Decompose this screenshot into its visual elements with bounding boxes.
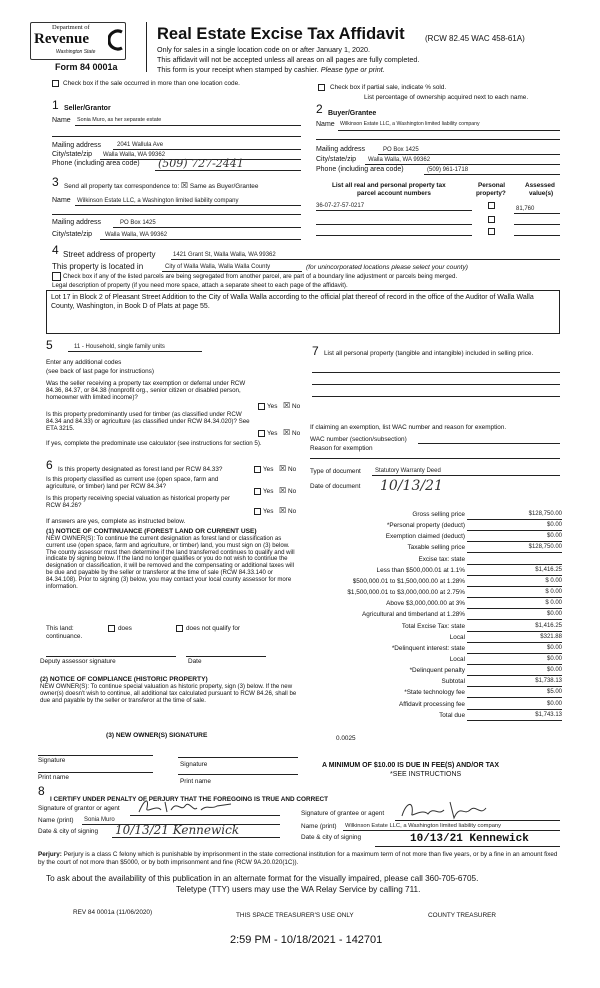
tax-row-value: $ 0.00 — [545, 600, 562, 607]
tax-row-value: $1,738.13 — [535, 678, 562, 685]
tax-row-value: $1,743.13 — [535, 711, 562, 718]
tax-row-label: $1,500,000.01 to $3,000,000.00 at 2.75% — [347, 589, 465, 597]
personal-property-checkbox-2[interactable] — [488, 216, 495, 223]
segregated-label: Check box if any of the listed parcels are being segregated from another parcel, are part of a boundary line adjustment or parcels being merged. — [63, 273, 458, 280]
document-type-label: Type of document — [310, 468, 361, 475]
tax-row-label: *State technology fee — [404, 689, 465, 697]
parcel-heading-2: parcel account numbers — [357, 190, 431, 197]
seller-city-label: City/state/zip — [52, 151, 93, 158]
tax-row-underline — [467, 530, 562, 531]
grantee-signature — [398, 796, 518, 822]
s6-question-1: Is this property designated as forest land per RCW 84.33? — [58, 466, 223, 473]
same-as-buyer-checkbox[interactable]: ☒ — [180, 181, 189, 190]
reason-exemption-label: Reason for exemption — [310, 445, 373, 452]
s5-q2-yes-label: Yes — [267, 430, 278, 437]
personal-property-checkbox-3[interactable] — [488, 228, 495, 235]
located-in-label: This property is located in — [52, 262, 144, 271]
buyer-city-value: Walla Walla, WA 99362 — [368, 157, 431, 163]
document-date-handwritten: 10/13/21 — [380, 478, 443, 494]
new-owner-signature-label-1: Signature — [38, 757, 66, 764]
section-5-number: 5 — [46, 338, 53, 352]
tax-row-underline — [467, 709, 562, 710]
tax-row-value: $0.00 — [546, 655, 562, 662]
correspondence-label — [64, 181, 258, 190]
alt-format-line-2: Teletype (TTY) users may use the WA Relay Service by calling 711. — [176, 885, 421, 894]
tax-row-underline — [467, 631, 562, 632]
land-use-code-value: 11 - Household, single family units — [74, 344, 165, 350]
local-rate: 0.0025 — [336, 735, 356, 742]
tax-row-label: Excise tax: state — [418, 555, 465, 563]
corr-city-label: City/state/zip — [52, 231, 93, 238]
personal-property-checkbox-1[interactable] — [488, 202, 495, 209]
tax-row-label: Subtotal — [441, 678, 465, 686]
s6-question-2: Is this property classified as current use (open space, farm and agriculture, or timber) land per RCW 84.34? — [46, 476, 219, 491]
grantor-name-print-value: Sonia Muro — [84, 817, 115, 823]
perjury-label: Perjury: — [38, 851, 62, 858]
legal-description-box — [46, 290, 560, 334]
tax-row-label: Local — [449, 633, 465, 641]
s6-q2-yes-checkbox[interactable] — [254, 488, 261, 495]
legal-description-value: Lot 17 in Block 2 of Pleasant Street Addition to the City of Walla Walla according to the official plat thereof of record in the office of the Auditor of Walla Walla County, Washington, in Book D of Plats at page 55. — [51, 294, 534, 311]
seller-name-value: Sonia Muro, as her separate estate — [77, 117, 162, 123]
tax-row-value: $1,416.25 — [535, 622, 562, 629]
corr-mailing-label: Mailing address — [52, 219, 102, 226]
tax-row-label: Affidavit processing fee — [399, 700, 465, 708]
personal-heading-2: property? — [476, 190, 506, 197]
corr-city-value: Walla Walla, WA 99362 — [105, 232, 168, 238]
grantor-date-city-label: Date & city of signing — [38, 828, 99, 835]
tax-row-underline — [467, 564, 562, 565]
section-7-number: 7 — [312, 344, 319, 358]
land-does-not-label: does not qualify for — [186, 625, 240, 632]
seller-heading: Seller/Grantor — [64, 105, 111, 112]
s6-q1-yes-checkbox[interactable] — [254, 466, 261, 473]
tax-row-value: $0.00 — [546, 700, 562, 707]
new-owner-signature-label-2: Signature — [180, 761, 208, 768]
tax-row-label: Total due — [439, 711, 465, 719]
tax-row-value: $ 0.00 — [545, 589, 562, 596]
alt-format-line-1: To ask about the availability of this publication in an alternate format for the visually impaired, please call 360-705-6705. — [46, 874, 479, 883]
header-note-1: Only for sales in a single location code on or after January 1, 2020. — [157, 45, 370, 54]
segregated-checkbox[interactable] — [52, 272, 61, 281]
tax-row-label: Above $3,000,000.00 at 3% — [386, 600, 465, 608]
tax-row-underline — [467, 586, 562, 587]
tax-row-underline — [467, 575, 562, 576]
s5-q2-no-label: No — [292, 430, 301, 437]
street-address-label: Street address of property — [63, 250, 156, 259]
header-note-3-italic: Please type or print. — [320, 65, 385, 74]
tax-row-value: $128,750.00 — [528, 544, 562, 551]
tax-row-value: $ 0.00 — [545, 577, 562, 584]
assessed-heading-1: Assessed — [525, 182, 555, 189]
dor-c-icon — [108, 28, 125, 52]
legal-description-label: Legal description of property (if you need more space, attach a separate sheet to each page of the affidavit). — [52, 282, 348, 289]
tax-row-label: $500,000.01 to $1,500,000.00 at 1.28% — [352, 577, 465, 585]
notice-1-heading: (1) NOTICE OF CONTINUANCE (FOREST LAND OR CURRENT USE) — [46, 528, 257, 535]
tax-row-label: *Delinquent penalty — [409, 667, 465, 675]
tax-row-value: $0.00 — [546, 611, 562, 618]
see-instructions-note: *SEE INSTRUCTIONS — [390, 771, 462, 778]
section-6-number: 6 — [46, 458, 53, 472]
wac-number-label: WAC number (section/subsection) — [310, 436, 407, 443]
section-8-number: 8 — [38, 784, 45, 798]
continuance-label: continuance. — [46, 633, 83, 640]
certify-statement: I CERTIFY UNDER PENALTY OF PERJURY THAT THE FOREGOING IS TRUE AND CORRECT — [50, 796, 329, 803]
seller-mailing-value: 2041 Wallula Ave — [117, 142, 164, 148]
section-2-number: 2 — [316, 102, 323, 116]
page-title: Real Estate Excise Tax Affidavit — [157, 25, 405, 43]
buyer-name-label: Name — [316, 121, 335, 128]
tax-row-underline — [467, 720, 562, 721]
s5-q2-no-checkbox[interactable]: ☒ — [283, 428, 291, 437]
located-in-note: (for unincorporated locations please select your county) — [306, 264, 469, 271]
s6-q2-no-label: No — [288, 488, 297, 495]
seller-mailing-label: Mailing address — [52, 142, 102, 149]
minimum-fee-note: A MINIMUM OF $10.00 IS DUE IN FEE(S) AND/OR TAX — [322, 762, 500, 769]
s5-q1-no-label: No — [292, 403, 301, 410]
deputy-date-label: Date — [188, 658, 202, 665]
s5-question-3: If yes, complete the predominate use calculator (see instructions for section 5). — [46, 440, 262, 447]
assessed-heading-2: value(s) — [529, 190, 554, 197]
tax-row-label: Agricultural and timberland at 1.28% — [361, 611, 465, 619]
s6-q3-yes-label: Yes — [263, 508, 274, 515]
corr-mailing-value: PO Box 1425 — [120, 220, 156, 226]
notice-1-text: NEW OWNER(S): To continue the current designation as forest land or classification as current use (open space, farm and agriculture, or timber) land, you must sign on (3) below. The county assessor must then determine if the land transferred continues to qualify and will indicate by signing below. If the land no longer qualifies or you do not wish to continue the designation or classification, it will be removed and the compensating or additional taxes will be due and payable by the seller or transferor at the time of sale (RCW 84.33.140 or 84.34.108). Prior to signing (3) below, you may contact your local county assessor for more information. — [46, 535, 295, 590]
s5-q1-yes-label: Yes — [267, 403, 278, 410]
tax-row-underline — [467, 619, 562, 620]
seller-phone-value: (509) 727-2441 — [158, 157, 244, 170]
buyer-mailing-value: PO Box 1425 — [383, 147, 419, 153]
header-note-2: This affidavit will not be accepted unless all areas on all pages are fully completed. — [157, 55, 420, 64]
tax-row-underline — [467, 597, 562, 598]
s5-question-2: Is this property predominantly used for timber (as classified under RCW 84.34 and 84.33) or agriculture (as classified under RCW 84.34.020)? See ETA 3215. — [46, 411, 250, 433]
tax-row-underline — [467, 519, 562, 520]
grantor-signature-label: Signature of grantor or agent — [38, 805, 120, 812]
tax-row-underline — [467, 541, 562, 542]
tax-row-underline — [467, 675, 562, 676]
tax-row-label: *Personal property (deduct) — [386, 522, 465, 530]
s6-q3-yes-checkbox[interactable] — [254, 508, 261, 515]
tax-row-underline — [467, 653, 562, 654]
see-back-label: (see back of last page for instructions) — [46, 368, 154, 375]
tax-row-label: Less than $500,000.01 at 1.1% — [376, 566, 465, 574]
tax-row-label: *Delinquent interest: state — [391, 644, 465, 652]
buyer-heading: Buyer/Grantee — [328, 110, 377, 117]
perjury-statement — [38, 851, 562, 866]
s6-q1-no-checkbox[interactable]: ☒ — [279, 464, 287, 473]
s6-q1-yes-label: Yes — [263, 466, 274, 473]
tax-row-underline — [467, 552, 562, 553]
s6-q1-no-label: No — [288, 466, 297, 473]
treasurer-use-only: THIS SPACE TREASURER'S USE ONLY — [236, 912, 354, 919]
grantee-signature-label: Signature of grantee or agent — [301, 810, 385, 817]
assessed-value-1: 81,760 — [516, 206, 535, 212]
document-type-value: Statutory Warranty Deed — [375, 468, 441, 474]
parcel-number-value: 36-07-27-57-0217 — [316, 203, 365, 209]
s5-q1-no-checkbox[interactable]: ☒ — [283, 401, 291, 410]
multi-location-label: Check box if the sale occurred in more than one location code. — [63, 80, 240, 87]
seller-name-label: Name — [52, 117, 71, 124]
seller-city-value: Walla Walla, WA 99362 — [103, 152, 166, 158]
grantee-date-city-label: Date & city of signing — [301, 834, 362, 841]
street-address-value: 1421 Grant St, Walla Walla, WA 99362 — [173, 252, 276, 258]
county-treasurer: COUNTY TREASURER — [428, 912, 496, 919]
buyer-city-label: City/state/zip — [316, 156, 357, 163]
tax-row-underline — [467, 608, 562, 609]
section-4-number: 4 — [52, 243, 59, 257]
dor-logo-line1: Department of — [52, 24, 90, 31]
grantor-date-city-handwritten: 10/13/21 Kennewick — [115, 823, 240, 837]
section-1-number: 1 — [52, 98, 59, 112]
list-percentage-note: List percentage of ownership acquired next to each name. — [364, 94, 529, 101]
tax-row-underline — [467, 642, 562, 643]
notice-2-text: NEW OWNER(S): To continue special valuation as historic property, sign (3) below. If the new owner(s) doesn't wish to continue, all additional tax calculated pursuant to RCW 84.26, shall be due and payable by the seller or transferor at the time of sale. — [40, 683, 297, 704]
section-3-number: 3 — [52, 175, 59, 189]
tax-row-value: $0.00 — [546, 533, 562, 540]
grantor-name-print-label: Name (print) — [38, 817, 74, 824]
parcel-heading-1: List all real and personal property tax — [332, 182, 446, 189]
perjury-text: Perjury is a class C felony which is punishable by imprisonment in the state correctional institution for a maximum term of not more than five years, or by a fine in an amount fixed by the court of not more than $5000, or by both imprisonment and fine (RCW 9A.20.020(1C)). — [38, 851, 558, 866]
new-owner-print-name-2: Print name — [180, 778, 211, 785]
multi-location-checkbox[interactable] — [52, 80, 59, 87]
recording-stamp: 2:59 PM - 10/18/2021 - 142701 — [230, 934, 383, 946]
s6-q2-no-checkbox[interactable]: ☒ — [279, 486, 287, 495]
located-in-value: City of Walla Walla, Walla Walla County — [165, 264, 271, 270]
tax-row-value: $321.88 — [540, 633, 562, 640]
dor-logo — [30, 22, 130, 62]
tax-row-value: $5.00 — [546, 689, 562, 696]
this-land-label: This land: — [46, 625, 74, 632]
tax-row-value: $0.00 — [546, 667, 562, 674]
buyer-phone-value: (509) 961-1718 — [427, 167, 469, 173]
form-number: Form 84 0001a — [55, 62, 118, 72]
partial-sale-checkbox[interactable] — [318, 84, 325, 91]
dor-logo-line2: Revenue — [34, 31, 89, 47]
s6-answers-note: If answers are yes, complete as instructed below. — [46, 518, 186, 525]
corr-name-label: Name — [52, 197, 71, 204]
tax-row-underline — [467, 686, 562, 687]
additional-codes-label: Enter any additional codes — [46, 359, 122, 366]
new-owner-print-name-1: Print name — [38, 774, 69, 781]
buyer-name-value: Wilkinson Estate LLC, a Washington limited liability company — [340, 121, 480, 127]
s6-question-3: Is this property receiving special valuation as historical property per RCW 84.26? — [46, 495, 230, 510]
corr-name-value: Wilkinson Estate LLC, a Washington limited liability company — [77, 198, 239, 204]
buyer-mailing-label: Mailing address — [316, 146, 366, 153]
grantee-date-city-value: 10/13/21 Kennewick — [410, 833, 529, 845]
tax-row-label: Local — [449, 655, 465, 663]
s6-q3-no-checkbox[interactable]: ☒ — [279, 506, 287, 515]
header-note-3 — [157, 66, 385, 74]
s6-q3-no-label: No — [288, 508, 297, 515]
s5-question-1: Was the seller receiving a property tax exemption or deferral under RCW 84.36, 84.37, or 84.38 (nonprofit org., senior citizen or disabled person, homeowner with limited income)? — [46, 380, 246, 402]
document-date-label: Date of document — [310, 483, 361, 490]
personal-heading-1: Personal — [478, 182, 505, 189]
grantee-name-print-value: Wilkinson Estate LLC, a Washington limited liability company — [345, 823, 502, 829]
grantee-name-print-label: Name (print) — [301, 823, 337, 830]
land-does-not-checkbox[interactable] — [176, 625, 183, 632]
tax-row-underline — [467, 697, 562, 698]
tax-row-label: Taxable selling price — [407, 544, 465, 552]
personal-property-label: List all personal property (tangible and intangible) included in selling price. — [324, 350, 534, 357]
s5-q2-yes-checkbox[interactable] — [258, 430, 265, 437]
notice-3-heading: (3) NEW OWNER(S) SIGNATURE — [106, 732, 208, 739]
seller-phone-label: Phone (including area code) — [52, 160, 140, 167]
tax-row-label: Gross selling price — [412, 511, 465, 518]
s6-q2-yes-label: Yes — [263, 488, 274, 495]
partial-sale-label: Check box if partial sale, indicate % sold. — [330, 84, 447, 91]
dor-logo-line3: Washington State — [56, 49, 96, 55]
tax-row-value: $0.00 — [546, 522, 562, 529]
tax-row-value: $128,750.00 — [528, 511, 562, 517]
notice-2-heading: (2) NOTICE OF COMPLIANCE (HISTORIC PROPERTY) — [40, 676, 208, 683]
land-does-checkbox[interactable] — [108, 625, 115, 632]
rcw-reference: (RCW 82.45 WAC 458-61A) — [425, 34, 525, 43]
correspondence-label-text: Send all property tax correspondence to: — [64, 183, 180, 190]
tax-row-underline — [467, 664, 562, 665]
tax-row-value: $0.00 — [546, 644, 562, 651]
s5-q1-yes-checkbox[interactable] — [258, 403, 265, 410]
buyer-phone-label: Phone (including area code) — [316, 166, 404, 173]
exemption-label: If claiming an exemption, list WAC number and reason for exemption. — [310, 424, 507, 431]
tax-row-label: Total Excise Tax: state — [401, 622, 465, 630]
same-as-buyer-label: Same as Buyer/Grantee — [189, 183, 259, 190]
land-does-label: does — [118, 625, 132, 632]
header-note-3-text: This form is your receipt when stamped by cashier. — [157, 65, 319, 74]
revision-number: REV 84 0001a (11/06/2020) — [73, 909, 153, 916]
tax-row-value: $1,416.25 — [535, 566, 562, 573]
tax-row-label: Exemption claimed (deduct) — [385, 533, 465, 541]
deputy-assessor-signature-label: Deputy assessor signature — [40, 658, 116, 665]
